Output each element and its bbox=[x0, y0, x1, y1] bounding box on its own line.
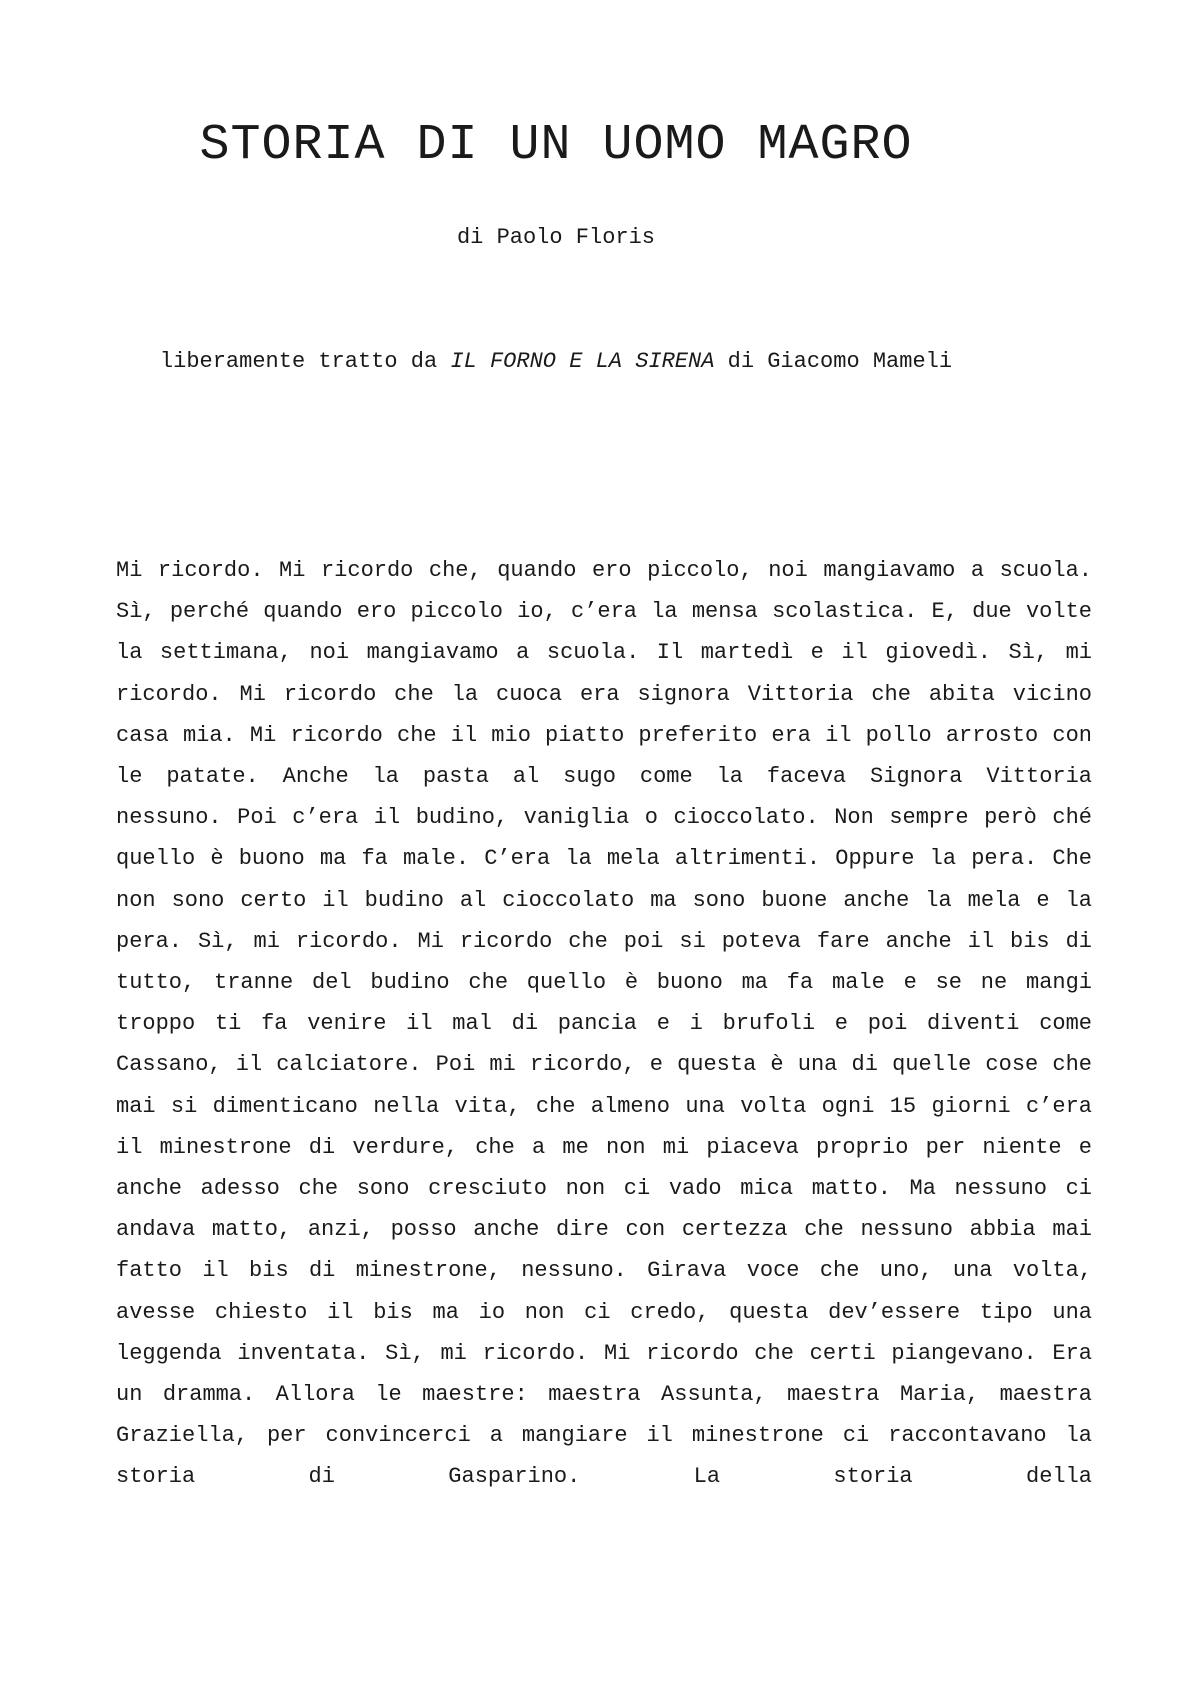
body-paragraph: Mi ricordo. Mi ricordo che, quando ero piccolo, noi mangiavamo a scuola. Sì, perché quando ero piccolo io, c’era la mensa scolastica. E, due volte la settimana, noi mangiavamo a scuola. Il martedì e il giovedì. Sì, mi ricordo. Mi ricordo che la cuoca era signora Vittoria che abita vicino casa mia. Mi ricordo che il mio piatto preferito era il pollo arrosto con le patate. Anche la pasta al sugo come la faceva Signora Vittoria nessuno. Poi c’era il budino, vaniglia o cioccolato. Non sempre però ché quello è buono ma fa male. C’era la mela altrimenti. Oppure la pera. Che non sono certo il budino al cioccolato ma sono buone anche la mela e la pera. Sì, mi ricordo. Mi ricordo che poi si poteva fare anche il bis di tutto, tranne del budino che quello è buono ma fa male e se ne mangi troppo ti fa venire il mal di pancia e i brufoli e poi diventi come Cassano, il calciatore. Poi mi ricordo, e questa è una di quelle cose che mai si dimenticano nella vita, che almeno una volta ogni 15 giorni c’era il minestrone di verdure, che a me non mi piaceva proprio per niente e anche adesso che sono cresciuto non ci vado mica matto. Ma nessuno ci andava matto, anzi, posso anche dire con certezza che nessuno abbia mai fatto il bis di minestrone, nessuno. Girava voce che uno, una volta, avesse chiesto il bis ma io non ci credo, questa dev’essere tipo una leggenda inventata. Sì, mi ricordo. Mi ricordo che certi piangevano. Era un dramma. Allora le maestre: maestra Assunta, maestra Maria, maestra Graziella, per convincerci a mangiare il minestrone ci raccontavano la storia di Gasparino. La storia della bbox=[116, 558, 1092, 1490]
author-line: di Paolo Floris bbox=[456, 225, 656, 250]
source-suffix: di Giacomo Mameli bbox=[714, 349, 953, 374]
document-title: STORIA DI UN UOMO MAGRO bbox=[199, 117, 913, 174]
source-prefix: liberamente tratto da bbox=[159, 349, 451, 374]
source-line bbox=[0, 348, 1112, 376]
source-work-title: IL FORNO E LA SIRENA bbox=[450, 349, 715, 374]
